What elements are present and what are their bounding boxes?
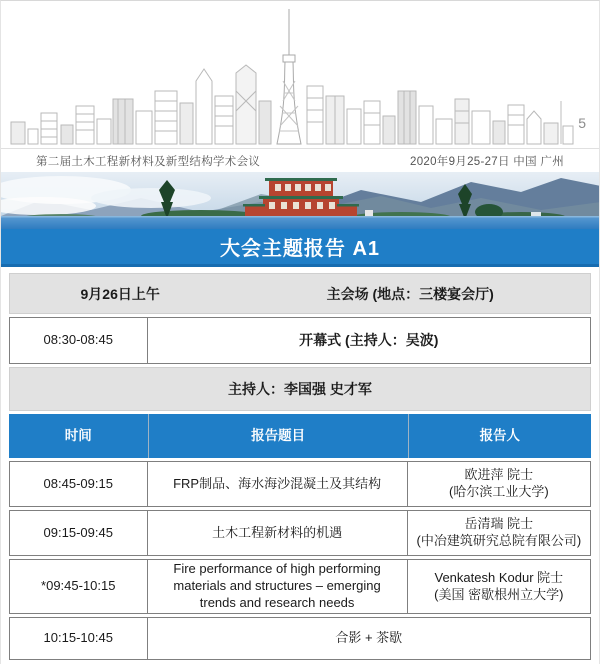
table-header-row <box>9 414 591 458</box>
talk-time: 10:15-10:45 <box>9 617 148 660</box>
table-row <box>9 510 591 556</box>
speaker-affiliation: (美国 密歇根州立大学) <box>434 586 564 602</box>
opening-row <box>9 317 591 364</box>
talk-time: *09:45-10:15 <box>9 559 148 614</box>
col-header-time: 时间 <box>9 414 148 458</box>
talk-title: 土木工程新材料的机遇 <box>148 510 408 556</box>
banner-photo <box>1 172 599 229</box>
opening-event: 开幕式 (主持人：吴波) <box>148 317 591 364</box>
speaker-affiliation: (中冶建筑研究总院有限公司) <box>416 533 582 548</box>
speaker-name: 岳清瑞 院士 <box>464 516 534 532</box>
conference-date-location: 2020年9月25-27日 中国 广州 <box>410 155 564 168</box>
talk-time: 09:15-09:45 <box>9 510 148 556</box>
talk-time: 08:45-09:15 <box>9 461 148 507</box>
skyline-illustration <box>1 1 599 148</box>
opening-time: 08:30-08:45 <box>9 317 148 364</box>
campus-lake-photo-icon <box>1 172 599 229</box>
session-date: 9月26日上午 <box>80 285 160 302</box>
session-venue: 主会场 (地点：三楼宴会厅) <box>326 285 494 302</box>
speaker-name: Venkatesh Kodur 院士 <box>434 569 564 585</box>
chairs-label: 主持人：李国强 史才军 <box>228 381 372 397</box>
schedule-table <box>1 267 599 660</box>
conference-header <box>1 148 599 172</box>
page-number: 5 <box>578 115 586 131</box>
session-title-bar <box>1 229 599 267</box>
talk-speaker <box>408 510 591 556</box>
session-title: 大会主题报告 A1 <box>219 238 381 260</box>
talk-title: Fire performance of high performing materials and structures – emerging trends and research needs <box>148 559 408 614</box>
table-row <box>9 461 591 507</box>
city-skyline-icon <box>1 1 600 148</box>
break-label: 合影 + 茶歇 <box>148 617 591 660</box>
date-venue-row <box>9 273 591 314</box>
talk-title: FRP制品、海水海沙混凝土及其结构 <box>148 461 408 507</box>
talk-speaker <box>408 559 591 614</box>
table-row <box>9 559 591 614</box>
chairs-row <box>9 367 591 411</box>
speaker-affiliation: (哈尔滨工业大学) <box>448 484 549 499</box>
col-header-speaker: 报告人 <box>408 414 591 458</box>
conference-title: 第二届土木工程新材料及新型结构学术会议 <box>36 155 261 168</box>
col-header-title: 报告题目 <box>148 414 408 458</box>
table-row <box>9 617 591 660</box>
talk-speaker <box>408 461 591 507</box>
speaker-name: 欧进萍 院士 <box>464 467 534 483</box>
